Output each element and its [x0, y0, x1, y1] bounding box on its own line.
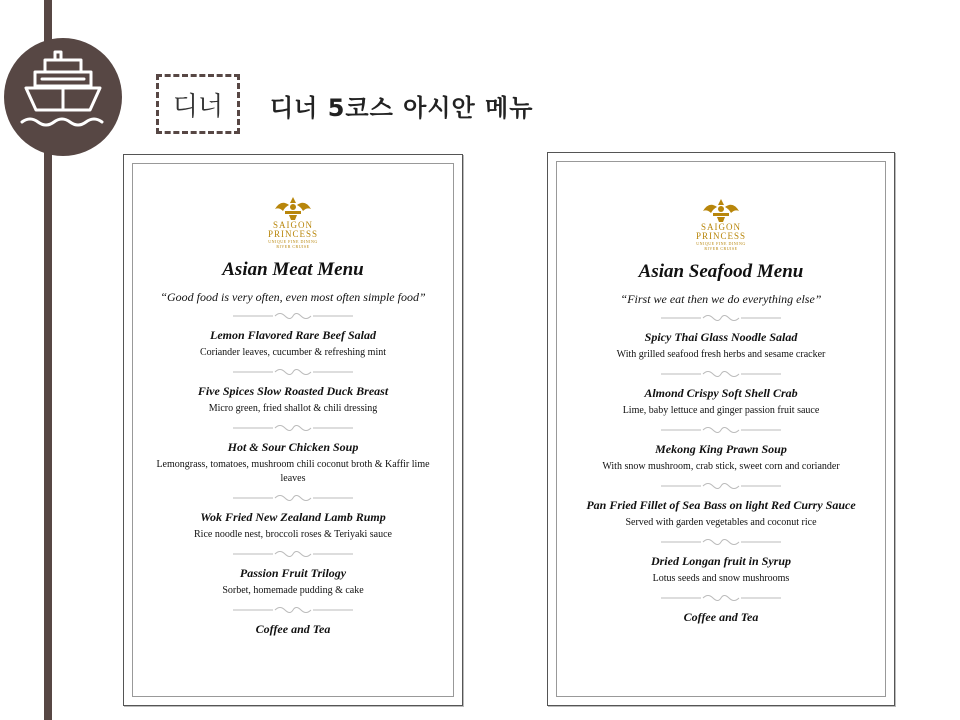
dish-name: Mekong King Prawn Soup: [655, 442, 787, 456]
seafood-menu-card: [547, 152, 895, 706]
menu-course: [548, 386, 894, 418]
menu-course: [548, 554, 894, 586]
menu-course: [124, 328, 462, 360]
dish-name: Wok Fried New Zealand Lamb Rump: [200, 510, 386, 524]
menu-course: [124, 384, 462, 416]
brand-tagline-2: RIVER CRUISE: [704, 246, 738, 251]
menu-title: Asian Seafood Menu: [638, 261, 804, 282]
brand-name-top: SAIGON: [700, 222, 741, 232]
dish-name: Passion Fruit Trilogy: [239, 566, 347, 580]
ornament-divider-icon: [661, 538, 781, 546]
dish-name: Hot & Sour Chicken Soup: [227, 440, 359, 454]
menu-course: [124, 566, 462, 598]
crown-logo-icon: [699, 197, 743, 223]
ornament-divider-icon: [233, 424, 353, 432]
section-label-box: [156, 74, 240, 134]
dish-name: Dried Longan fruit in Syrup: [650, 554, 792, 568]
ornament-divider-icon: [233, 368, 353, 376]
dish-name: Almond Crispy Soft Shell Crab: [644, 386, 798, 400]
dish-name: Coffee and Tea: [683, 610, 759, 624]
dish-description: Rice noodle nest, broccoli roses & Teriyaki sauce: [194, 529, 392, 540]
brand-name-bottom: PRINCESS: [695, 231, 747, 241]
brand-name-top: SAIGON: [272, 220, 313, 230]
ornament-divider-icon: [661, 370, 781, 378]
brand-name-bottom: PRINCESS: [267, 229, 319, 239]
brand-tagline-2: RIVER CRUISE: [276, 244, 310, 249]
dish-description: Lime, baby lettuce and ginger passion fruit sauce: [622, 405, 820, 416]
ornament-divider-icon: [661, 426, 781, 434]
dish-description: With snow mushroom, crab stick, sweet corn and coriander: [602, 461, 840, 472]
ship-badge: [4, 38, 122, 156]
ornament-divider-icon: [661, 594, 781, 602]
section-label: 디너: [172, 91, 224, 122]
ship-icon: [4, 38, 122, 156]
menu-course: [548, 610, 894, 624]
ornament-divider-icon: [233, 606, 353, 614]
brand-tagline-1: UNIQUE FINE DINING: [268, 239, 318, 244]
meat-menu-card: [123, 154, 463, 706]
menu-course: [548, 498, 894, 530]
dish-name: Pan Fried Fillet of Sea Bass on light Red Curry Sauce: [586, 498, 856, 512]
dish-description: With grilled seafood fresh herbs and sesame cracker: [616, 349, 826, 360]
dish-name: Five Spices Slow Roasted Duck Breast: [197, 384, 389, 398]
menu-course: [124, 622, 462, 636]
menu-course: [124, 440, 462, 486]
ornament-divider-icon: [233, 312, 353, 320]
dish-description: Lemongrass, tomatoes, mushroom chili coconut broth & Kaffir lime leaves: [156, 459, 430, 484]
ornament-divider-icon: [233, 494, 353, 502]
dish-description: Micro green, fried shallot & chili dressing: [208, 403, 378, 414]
crown-logo-icon: [271, 195, 315, 221]
dish-name: Spicy Thai Glass Noodle Salad: [644, 330, 798, 344]
dish-name: Lemon Flavored Rare Beef Salad: [210, 328, 376, 342]
menu-quote: “Good food is very often, even most often simple food”: [160, 290, 426, 304]
ornament-divider-icon: [233, 550, 353, 558]
brand-tagline-1: UNIQUE FINE DINING: [696, 241, 746, 246]
dish-description: Coriander leaves, cucumber & refreshing mint: [199, 347, 387, 358]
meat-menu-content: [124, 195, 462, 636]
menu-quote: “First we eat then we do everything else”: [620, 292, 822, 306]
dish-description: Served with garden vegetables and coconut rice: [625, 517, 817, 528]
menu-course: [548, 442, 894, 474]
ornament-divider-icon: [661, 314, 781, 322]
menu-course: [124, 510, 462, 542]
menu-title: Asian Meat Menu: [222, 259, 364, 280]
dish-description: Lotus seeds and snow mushrooms: [652, 573, 790, 584]
page-title: 디너 5코스 아시안 메뉴: [270, 94, 534, 122]
seafood-menu-content: [548, 197, 894, 624]
ornament-divider-icon: [661, 482, 781, 490]
menu-course: [548, 330, 894, 362]
dish-description: Sorbet, homemade pudding & cake: [222, 585, 364, 596]
dish-name: Coffee and Tea: [255, 622, 331, 636]
